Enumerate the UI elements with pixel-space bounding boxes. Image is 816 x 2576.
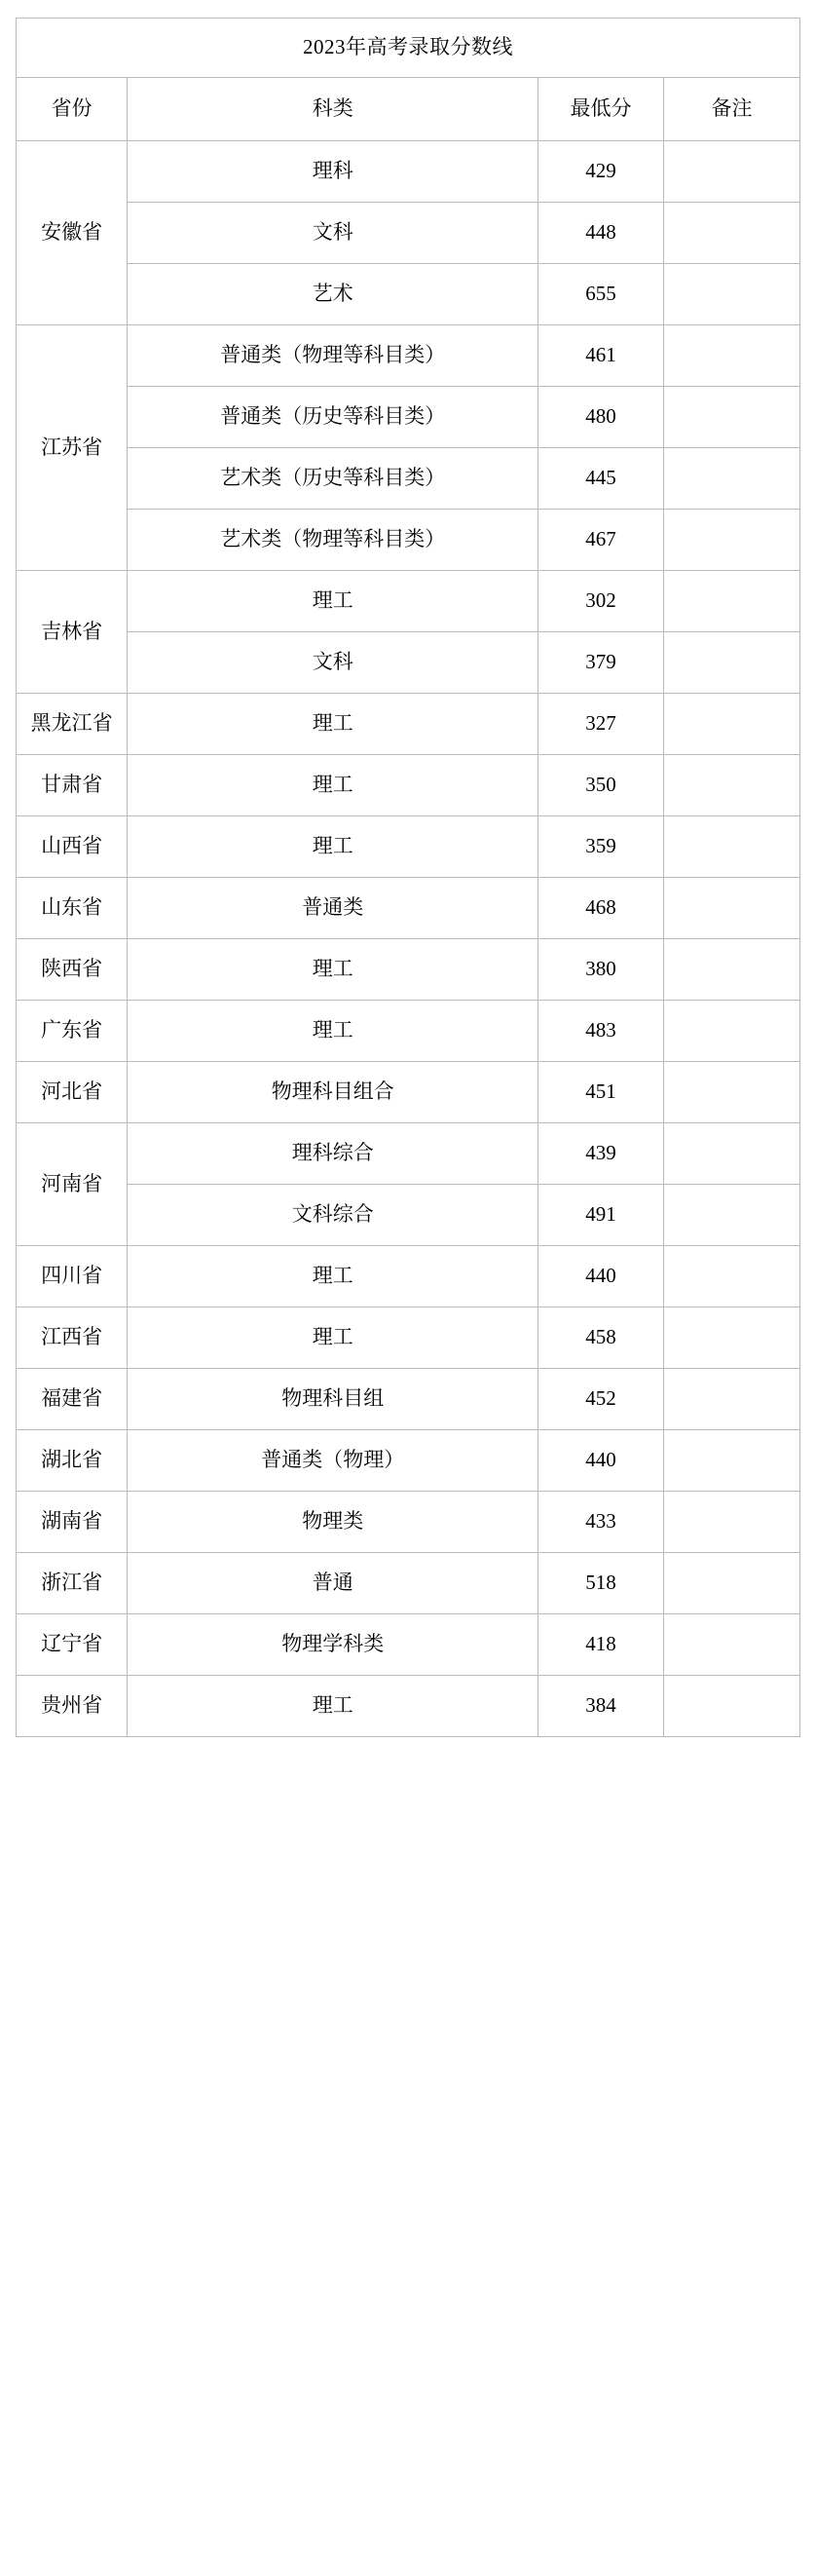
table-row [17,1123,800,1185]
score-cell: 468 [538,878,664,939]
table-row [17,510,800,571]
type-cell: 普通 [128,1553,538,1614]
note-cell [663,141,799,203]
table-row [17,1001,800,1062]
province-cell: 江苏省 [17,325,128,571]
score-cell: 440 [538,1430,664,1492]
note-cell [663,878,799,939]
score-cell: 433 [538,1492,664,1553]
type-cell: 物理类 [128,1492,538,1553]
admission-score-table [16,18,800,1737]
type-cell: 物理科目组合 [128,1062,538,1123]
score-cell: 480 [538,387,664,448]
score-cell: 350 [538,755,664,816]
note-cell [663,448,799,510]
score-cell: 452 [538,1369,664,1430]
score-cell: 483 [538,1001,664,1062]
type-cell: 艺术类（历史等科目类） [128,448,538,510]
note-cell [663,571,799,632]
column-header-score: 最低分 [538,78,664,141]
type-cell: 理工 [128,694,538,755]
type-cell: 普通类（历史等科目类） [128,387,538,448]
note-cell [663,939,799,1001]
score-cell: 655 [538,264,664,325]
score-cell: 445 [538,448,664,510]
score-cell: 451 [538,1062,664,1123]
table-row [17,1430,800,1492]
type-cell: 文科综合 [128,1185,538,1246]
score-cell: 439 [538,1123,664,1185]
type-cell: 理科 [128,141,538,203]
note-cell [663,1553,799,1614]
note-cell [663,510,799,571]
province-cell: 河北省 [17,1062,128,1123]
score-cell: 429 [538,141,664,203]
province-cell: 陕西省 [17,939,128,1001]
type-cell: 普通类（物理） [128,1430,538,1492]
note-cell [663,203,799,264]
type-cell: 艺术 [128,264,538,325]
province-cell: 安徽省 [17,141,128,325]
note-cell [663,755,799,816]
table-row [17,694,800,755]
score-cell: 440 [538,1246,664,1307]
score-cell: 491 [538,1185,664,1246]
province-cell: 江西省 [17,1307,128,1369]
table-row [17,1307,800,1369]
type-cell: 理工 [128,816,538,878]
table-row [17,1246,800,1307]
type-cell: 文科 [128,203,538,264]
type-cell: 理工 [128,1246,538,1307]
score-cell: 518 [538,1553,664,1614]
province-cell: 湖南省 [17,1492,128,1553]
table-row [17,755,800,816]
type-cell: 文科 [128,632,538,694]
score-cell: 384 [538,1676,664,1737]
table-row [17,325,800,387]
note-cell [663,1307,799,1369]
score-cell: 461 [538,325,664,387]
score-cell: 327 [538,694,664,755]
note-cell [663,325,799,387]
note-cell [663,1123,799,1185]
score-cell: 379 [538,632,664,694]
score-cell: 302 [538,571,664,632]
province-cell: 贵州省 [17,1676,128,1737]
table-row [17,878,800,939]
table-row [17,264,800,325]
province-cell: 湖北省 [17,1430,128,1492]
type-cell: 普通类（物理等科目类） [128,325,538,387]
score-cell: 418 [538,1614,664,1676]
province-cell: 四川省 [17,1246,128,1307]
header-row [17,78,800,141]
score-cell: 359 [538,816,664,878]
table-row [17,816,800,878]
province-cell: 山西省 [17,816,128,878]
note-cell [663,632,799,694]
note-cell [663,264,799,325]
type-cell: 理工 [128,1001,538,1062]
column-header-type: 科类 [128,78,538,141]
note-cell [663,1185,799,1246]
table-row [17,1185,800,1246]
type-cell: 理工 [128,755,538,816]
table-row [17,1676,800,1737]
type-cell: 理工 [128,1307,538,1369]
note-cell [663,1369,799,1430]
score-cell: 448 [538,203,664,264]
note-cell [663,1676,799,1737]
table-row [17,1614,800,1676]
province-cell: 辽宁省 [17,1614,128,1676]
type-cell: 物理科目组 [128,1369,538,1430]
table-row [17,1369,800,1430]
note-cell [663,1062,799,1123]
table-row [17,571,800,632]
title-row [17,19,800,78]
note-cell [663,1246,799,1307]
table-row [17,387,800,448]
score-cell: 380 [538,939,664,1001]
province-cell: 福建省 [17,1369,128,1430]
table-row [17,141,800,203]
type-cell: 理工 [128,939,538,1001]
table-row [17,203,800,264]
table-row [17,632,800,694]
province-cell: 甘肃省 [17,755,128,816]
type-cell: 普通类 [128,878,538,939]
note-cell [663,387,799,448]
note-cell [663,1492,799,1553]
type-cell: 理工 [128,1676,538,1737]
note-cell [663,816,799,878]
province-cell: 河南省 [17,1123,128,1246]
table-body [17,19,800,1737]
province-cell: 吉林省 [17,571,128,694]
province-cell: 浙江省 [17,1553,128,1614]
score-cell: 458 [538,1307,664,1369]
table-row [17,1553,800,1614]
note-cell [663,1001,799,1062]
score-cell: 467 [538,510,664,571]
province-cell: 黑龙江省 [17,694,128,755]
note-cell [663,1430,799,1492]
note-cell [663,1614,799,1676]
note-cell [663,694,799,755]
column-header-province: 省份 [17,78,128,141]
column-header-note: 备注 [663,78,799,141]
province-cell: 山东省 [17,878,128,939]
page-title: 2023年高考录取分数线 [17,19,800,78]
type-cell: 理工 [128,571,538,632]
table-row [17,1062,800,1123]
type-cell: 理科综合 [128,1123,538,1185]
type-cell: 艺术类（物理等科目类） [128,510,538,571]
table-row [17,939,800,1001]
province-cell: 广东省 [17,1001,128,1062]
type-cell: 物理学科类 [128,1614,538,1676]
table-row [17,1492,800,1553]
table-row [17,448,800,510]
